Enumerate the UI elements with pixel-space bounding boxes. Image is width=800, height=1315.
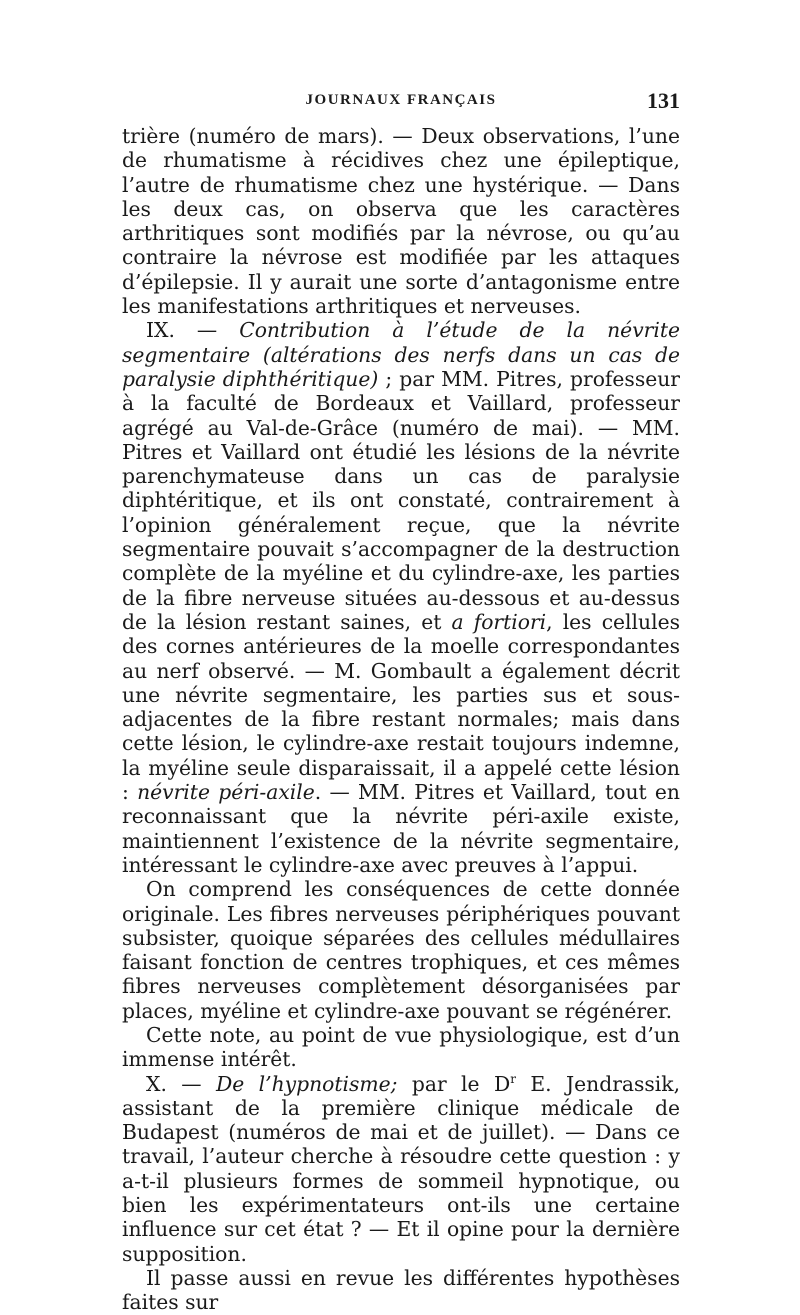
text-run: , les cellules des cornes antérieures de la moelle correspondantes au nerf observé. — M. Gombault a également décrit une névrite segmentaire, les parties sus et sous-adjacentes de la fibre restant normales; mais dans cette lésion, le cylindre-axe restait toujours indemne, la myéline seule disparaissait, il a appelé cette lésion : <box>122 609 680 805</box>
italic-text: De l’hypnotisme; <box>215 1071 398 1096</box>
text-run: Cette note, au point de vue physiologique, est d’un immense intérêt. <box>122 1022 680 1072</box>
paragraph <box>122 1072 680 1266</box>
paragraph <box>122 124 680 318</box>
body-text <box>122 124 680 1315</box>
text-run: par le D <box>397 1071 511 1096</box>
running-head: JOURNAUX FRANÇAIS <box>305 92 497 108</box>
text-run: X. — <box>146 1071 216 1096</box>
text-run: IX. — <box>146 318 240 343</box>
italic-text: a fortiori <box>451 609 547 634</box>
paragraph <box>122 318 680 877</box>
page-header <box>122 88 680 118</box>
italic-text: névrite péri-axile <box>137 780 315 805</box>
text-run: trière (numéro de mars). — Deux observations, l’une de rhumatisme à récidives chez une épileptique, l’autre de rhumatisme chez une hystérique. — Dans les deux cas, on observa que les caractères arthritiques sont modifiés par la névrose, ou qu’au contraire la névrose est modifiée par les attaques d’épilepsie. Il y aurait une sorte d’antagonisme entre les manifestations arthritiques et nerveuses. <box>122 124 680 319</box>
text-run: On comprend les conséquences de cette donnée originale. Les fibres nerveuses périphériques pouvant subsister, quoique séparées des cellules médullaires faisant fonction de centres trophiques, et ces mêmes fibres nerveuses complètement désorganisées par places, myéline et cylindre-axe pouvant se régénérer. <box>122 877 680 1023</box>
text-run: ; par MM. Pitres, professeur à la faculté de Bordeaux et Vaillard, professeur agrégé au Val-de-Grâce (numéro de mai). — MM. Pitres et Vaillard ont étudié les lésions de la névrite parenchymateuse dans un cas de paralysie diphtéritique, et ils ont constaté, contrairement à l’opinion généralement reçue, que la névrite segmentaire pouvait s’accompagner de la destruction complète de la myéline et du cylindre-axe, les parties de la fibre nerveuse situées au-dessous et au-dessus de la lésion restant saines, et <box>122 366 681 634</box>
text-run: . — MM. Pitres et Vaillard, tout en reconnaissant que la névrite péri-axile existe, maintiennent l’existence de la névrite segmentaire, intéressant le cylindre-axe avec preuves à l’appui. <box>122 780 680 877</box>
text-run: Il passe aussi en revue les différentes hypothèses faites sur <box>122 1265 680 1315</box>
paragraph <box>122 1023 680 1072</box>
paragraph <box>122 877 680 1023</box>
paragraph <box>122 1266 680 1315</box>
italic-text: Contribution à l’étude de la névrite segmentaire (altérations des nerfs dans un cas de paralysie diphthéritique) <box>122 318 680 391</box>
text-run: E. Jendrassik, assistant de la première clinique médicale de Budapest (numéros de mai et de juillet). — Dans ce travail, l’auteur cherche à résoudre cette question : y a-t-il plusieurs formes de sommeil hypnotique, ou bien les expérimentateurs ont-ils une certaine influence sur cet état ? — Et il opine pour la dernière supposition. <box>122 1071 681 1266</box>
superscript-text: r <box>510 1071 516 1086</box>
page-number: 131 <box>647 88 680 113</box>
